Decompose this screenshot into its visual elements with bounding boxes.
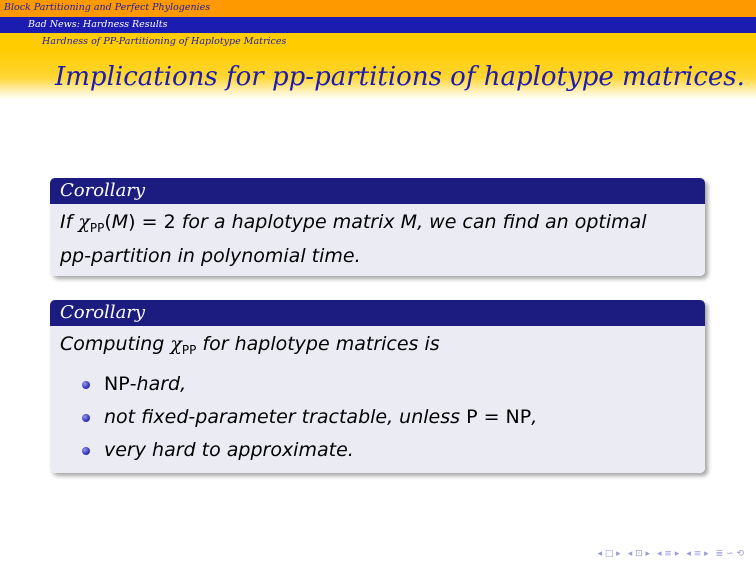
frame-title: Implications for pp-partitions of haplotype matrices. — [55, 62, 745, 92]
bullet-icon — [82, 447, 90, 455]
nav-section-bar — [0, 0, 756, 17]
corollary-block-1-title: Corollary — [50, 178, 705, 204]
corollary-block-2-body — [50, 326, 705, 473]
frame-nav-icon[interactable]: ◂ □ ▸ — [597, 549, 621, 559]
section-nav-icon[interactable]: ◂ ≡ ▸ — [657, 549, 680, 559]
value-two: 2 — [163, 211, 176, 233]
beamer-navigation-controls — [597, 549, 744, 559]
corollary-2-list — [60, 368, 693, 467]
equals-sign: = — [135, 211, 164, 233]
corollary-2-intro — [60, 330, 693, 364]
np-text: NP — [505, 406, 532, 428]
corollary-block-1-body — [50, 204, 705, 276]
bullet-icon — [82, 414, 90, 422]
p-text: P — [466, 406, 478, 428]
corollary-1-line-2: pp-partition in polynomial time. — [60, 245, 361, 267]
chi-subscript: PP — [181, 343, 197, 357]
approx-text: very hard to approximate. — [104, 439, 354, 461]
paren-close: ) — [128, 211, 136, 233]
hard-text: -hard, — [129, 373, 187, 395]
text-line-1-rest: for a haplotype matrix M, we can find an optimal — [175, 211, 647, 233]
list-item — [80, 434, 693, 467]
chi-symbol: χ — [78, 211, 90, 233]
fpt-text: not fixed-parameter tractable, unless — [104, 406, 467, 428]
nav-section-link[interactable]: Block Partitioning and Perfect Phylogenies — [4, 2, 211, 13]
matrix-symbol: M — [111, 211, 129, 233]
subsection-nav-icon[interactable]: ◂ ⊡ ▸ — [627, 549, 651, 559]
corollary-1-line-1 — [60, 208, 693, 242]
document-nav-icon[interactable]: ◂ ≡ ▸ — [686, 549, 709, 559]
np-text: NP — [104, 373, 130, 395]
corollary-block-1 — [50, 178, 705, 276]
nav-subsubsection-bar — [0, 33, 756, 50]
text-if: If — [60, 211, 79, 233]
corollary-block-2 — [50, 300, 705, 473]
list-item — [80, 368, 693, 401]
nav-subsection-bar — [0, 17, 756, 33]
paren-open: ( — [104, 211, 112, 233]
corollary-block-2-title: Corollary — [50, 300, 705, 326]
nav-subsubsection-link[interactable]: Hardness of PP-Partitioning of Haplotype Matrices — [42, 36, 287, 47]
chi-symbol: χ — [170, 333, 182, 355]
text-intro-rest: for haplotype matrices is — [196, 333, 440, 355]
text-computing: Computing — [60, 333, 171, 355]
nav-subsection-link[interactable]: Bad News: Hardness Results — [28, 19, 168, 30]
chi-subscript: PP — [89, 221, 105, 235]
equals-sign: = — [477, 406, 506, 428]
list-item — [80, 401, 693, 434]
bullet-icon — [82, 381, 90, 389]
comma: , — [531, 406, 538, 428]
search-back-icon[interactable]: ≣ ∽ ⟲ — [715, 549, 744, 559]
